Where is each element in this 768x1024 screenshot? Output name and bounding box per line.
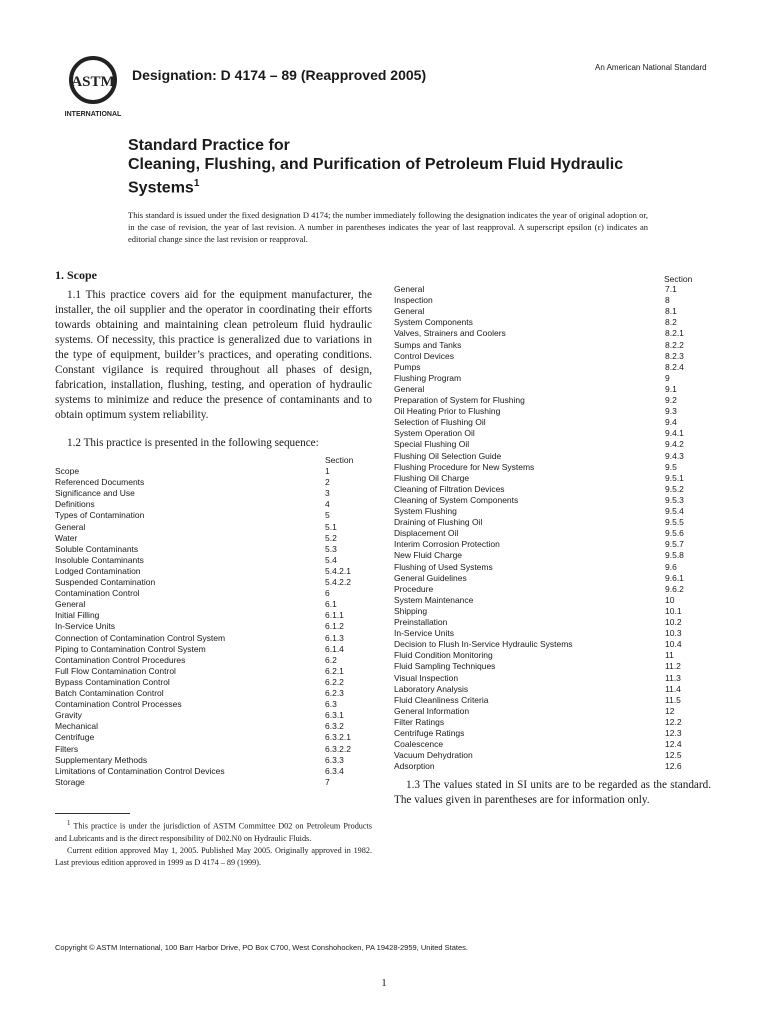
designation: Designation: D 4174 – 89 (Reapproved 2005) bbox=[132, 67, 427, 83]
paragraph-1-1: 1.1 This practice covers aid for the equipment manufacturer, the installer, the oil supplier and the operator in coordinating their efforts towards obtaining and maintaining clean petroleum fluid hydraulic systems. Of necessity, this practice is generalized due to variations in the type of equipment, builder’s practices, and operating conditions. Constant vigilance is required throughout all phases of design, fabrication, installation, flushing, testing, and operation of hydraulic systems to minimize and reduce the presence of contaminants and to obtain optimum system reliability. bbox=[55, 289, 372, 421]
toc-entry-label: Flushing Oil Charge bbox=[394, 472, 470, 483]
toc-entry-label: Valves, Strainers and Coolers bbox=[394, 328, 506, 339]
toc-row bbox=[55, 732, 375, 743]
toc-entry-label: Oil Heating Prior to Flushing bbox=[394, 406, 501, 417]
toc-entry-section: 9.4.3 bbox=[665, 450, 684, 461]
toc-entry-section: 9 bbox=[665, 372, 670, 383]
american-national-standard: An American National Standard bbox=[595, 63, 707, 72]
toc-entry-label: Connection of Contamination Control System bbox=[55, 632, 226, 643]
toc-entry-label: New Fluid Charge bbox=[394, 550, 463, 561]
toc-row bbox=[394, 428, 714, 439]
toc-entry-section: 5.3 bbox=[325, 543, 337, 554]
toc-row bbox=[394, 728, 714, 739]
toc-row bbox=[394, 573, 714, 584]
toc-entry-section: 6.1.3 bbox=[325, 632, 344, 643]
footnote-rule bbox=[55, 813, 130, 814]
toc-row bbox=[394, 695, 714, 706]
toc-entry-section: 6.2.1 bbox=[325, 665, 344, 676]
toc-row bbox=[55, 677, 375, 688]
toc-entry-section: 11.4 bbox=[665, 683, 681, 694]
toc-entry-label: Inspection bbox=[394, 295, 433, 306]
toc-entry-label: Storage bbox=[55, 776, 85, 787]
toc-entry-section: 12 bbox=[665, 705, 675, 716]
toc-entry-section: 9.4.2 bbox=[665, 439, 684, 450]
paragraph-1-2: 1.2 This practice is presented in the following sequence: bbox=[67, 437, 319, 449]
toc-entry-label: Interim Corrosion Protection bbox=[394, 539, 500, 550]
footnote-edition: Current edition approved May 1, 2005. Published May 2005. Originally approved in 1982. Last previous edition approved in 1999 as D 4174 – 89 (1999). bbox=[55, 845, 372, 867]
toc-row bbox=[55, 533, 375, 544]
toc-section-header: Section bbox=[664, 274, 693, 284]
scope-heading: 1. Scope bbox=[55, 268, 97, 282]
toc-entry-section: 9.6 bbox=[665, 561, 677, 572]
toc-row bbox=[55, 522, 375, 533]
toc-entry-label: Flushing of Used Systems bbox=[394, 561, 493, 572]
toc-row bbox=[394, 650, 714, 661]
toc-entry-section: 8 bbox=[665, 295, 670, 306]
toc-row bbox=[394, 406, 714, 417]
toc-entry-label: Pumps bbox=[394, 361, 421, 372]
toc-entry-label: Soluble Contaminants bbox=[55, 543, 139, 554]
toc-entry-label: Water bbox=[55, 532, 78, 543]
toc-entry-section: 9.5.2 bbox=[665, 483, 684, 494]
toc-entry-label: Preparation of System for Flushing bbox=[394, 395, 525, 405]
toc-entry-section: 12.3 bbox=[665, 728, 682, 738]
toc-entry-label: Selection of Flushing Oil bbox=[394, 417, 486, 428]
toc-entry-label: Coalescence bbox=[394, 739, 444, 750]
footnote-marker: 1 bbox=[67, 820, 71, 827]
logo-subtext: INTERNATIONAL bbox=[64, 111, 122, 118]
toc-row bbox=[55, 510, 375, 521]
toc-entry-section: 9.5.4 bbox=[665, 506, 684, 516]
toc-entry-section: 6.3.1 bbox=[325, 710, 344, 721]
toc-entry-section: 8.2.4 bbox=[665, 361, 684, 372]
title-pre: Standard Practice for bbox=[128, 137, 290, 154]
toc-entry-section: 9.1 bbox=[665, 383, 677, 394]
toc-entry-section: 5 bbox=[325, 510, 330, 521]
toc-entry-section: 10.4 bbox=[665, 639, 682, 650]
toc-entry-label: Contamination Control bbox=[55, 588, 140, 599]
toc-entry-section: 8.1 bbox=[665, 306, 677, 317]
toc-entry-section: 10.2 bbox=[665, 617, 682, 627]
toc-entry-label: Control Devices bbox=[394, 350, 454, 361]
astm-logo bbox=[62, 54, 124, 120]
toc-row bbox=[394, 606, 714, 617]
toc-row bbox=[55, 644, 375, 655]
toc-entry-section: 5.4 bbox=[325, 554, 337, 565]
toc-row bbox=[394, 661, 714, 672]
toc-row bbox=[55, 588, 375, 599]
toc-entry-section: 7 bbox=[325, 776, 330, 787]
toc-entry-label: In-Service Units bbox=[394, 628, 454, 639]
toc-row bbox=[55, 633, 375, 644]
toc-entry-label: System Operation Oil bbox=[394, 428, 475, 439]
toc-entry-section: 12.5 bbox=[665, 750, 682, 761]
toc-entry-label: General bbox=[55, 599, 86, 610]
toc-entry-section: 8.2 bbox=[665, 317, 677, 328]
toc-row bbox=[55, 777, 375, 788]
toc-entry-section: 6.1 bbox=[325, 599, 337, 610]
toc-entry-section: 5.4.2.2 bbox=[325, 577, 351, 587]
toc-entry-section: 9.5.5 bbox=[665, 517, 684, 528]
toc-entry-section: 9.5.6 bbox=[665, 528, 684, 539]
toc-row bbox=[394, 495, 714, 506]
toc-entry-section: 2 bbox=[325, 477, 330, 488]
toc-entry-section: 6 bbox=[325, 588, 330, 599]
toc-entry-label: General bbox=[394, 383, 425, 394]
toc-row bbox=[55, 744, 375, 755]
toc-entry-section: 10.3 bbox=[665, 628, 682, 639]
toc-row bbox=[394, 739, 714, 750]
toc-entry-section: 11.3 bbox=[665, 672, 681, 683]
toc-entry-section: 6.2.3 bbox=[325, 688, 344, 698]
toc-row bbox=[55, 577, 375, 588]
paragraph-1-3: 1.3 The values stated in SI units are to be regarded as the standard. The values given in parentheses are for information only. bbox=[394, 779, 711, 806]
toc-entry-label: Flushing Program bbox=[394, 372, 462, 383]
toc-row bbox=[55, 488, 375, 499]
toc-entry-label: Bypass Contamination Control bbox=[55, 676, 170, 687]
toc-entry-label: System Maintenance bbox=[394, 594, 474, 605]
toc-entry-section: 12.4 bbox=[665, 739, 682, 750]
toc-row bbox=[394, 417, 714, 428]
toc-entry-label: Initial Filling bbox=[55, 610, 100, 621]
toc-entry-section: 4 bbox=[325, 499, 330, 510]
toc-entry-label: Limitations of Contamination Control Devices bbox=[55, 765, 225, 776]
toc-entry-label: Batch Contamination Control bbox=[55, 688, 164, 698]
toc-entry-label: General bbox=[55, 521, 86, 532]
toc-row bbox=[394, 517, 714, 528]
toc-entry-section: 9.4.1 bbox=[665, 428, 684, 439]
toc-row bbox=[394, 306, 714, 317]
toc-entry-section: 11 bbox=[665, 650, 674, 661]
title-main bbox=[128, 155, 688, 197]
toc-row bbox=[394, 717, 714, 728]
toc-row bbox=[55, 477, 375, 488]
toc-entry-section: 9.3 bbox=[665, 406, 677, 417]
toc-entry-label: Fluid Cleanliness Criteria bbox=[394, 694, 489, 705]
toc-entry-label: Suspended Contamination bbox=[55, 577, 156, 587]
toc-entry-label: Mechanical bbox=[55, 721, 98, 732]
toc-entry-section: 9.5 bbox=[665, 461, 677, 472]
toc-entry-section: 11.2 bbox=[665, 661, 681, 672]
toc-entry-label: Contamination Control Procedures bbox=[55, 654, 186, 665]
toc-entry-section: 5.2 bbox=[325, 532, 337, 543]
toc-entry-label: General bbox=[394, 306, 425, 317]
toc-row bbox=[55, 499, 375, 510]
toc-entry-label: Centrifuge bbox=[55, 732, 95, 743]
toc-entry-label: System Flushing bbox=[394, 506, 457, 516]
toc-entry-label: Adsorption bbox=[394, 761, 435, 772]
toc-entry-section: 9.5.3 bbox=[665, 494, 684, 505]
toc-entry-section: 6.1.4 bbox=[325, 643, 344, 654]
toc-entry-label: Referenced Documents bbox=[55, 477, 145, 488]
title-footnote-ref: 1 bbox=[193, 178, 200, 189]
toc-row bbox=[55, 621, 375, 632]
toc-row bbox=[394, 550, 714, 561]
toc-entry-section: 10.1 bbox=[665, 605, 682, 616]
toc-entry-label: Special Flushing Oil bbox=[394, 439, 470, 450]
toc-row bbox=[394, 562, 714, 573]
toc-entry-section: 9.5.8 bbox=[665, 550, 684, 561]
toc-entry-label: Supplementary Methods bbox=[55, 754, 148, 765]
page-number: 1 bbox=[381, 977, 387, 989]
toc-entry-section: 9.6.2 bbox=[665, 583, 684, 594]
toc-row bbox=[55, 599, 375, 610]
toc-row bbox=[55, 755, 375, 766]
toc-row bbox=[394, 506, 714, 517]
toc-row bbox=[394, 384, 714, 395]
toc-entry-section: 9.6.1 bbox=[665, 572, 684, 583]
toc-row bbox=[55, 466, 375, 477]
toc-row bbox=[55, 710, 375, 721]
toc-entry-section: 5.1 bbox=[325, 521, 337, 532]
toc-entry-label: Filters bbox=[55, 743, 79, 754]
toc-entry-label: Lodged Contamination bbox=[55, 565, 141, 576]
toc-entry-section: 8.2.1 bbox=[665, 328, 684, 339]
toc-entry-label: Draining of Flushing Oil bbox=[394, 517, 483, 528]
toc-entry-label: Centrifuge Ratings bbox=[394, 728, 465, 738]
toc-entry-section: 6.3 bbox=[325, 699, 337, 710]
toc-entry-label: General bbox=[394, 284, 425, 294]
toc-row bbox=[55, 555, 375, 566]
toc-entry-label: Preinstallation bbox=[394, 617, 448, 627]
toc-entry-section: 6.3.2 bbox=[325, 721, 344, 732]
toc-entry-section: 6.2 bbox=[325, 654, 337, 665]
toc-entry-label: Cleaning of Filtration Devices bbox=[394, 483, 505, 494]
footnote bbox=[55, 818, 372, 869]
toc-row bbox=[394, 628, 714, 639]
toc-entry-label: Insoluble Contaminants bbox=[55, 554, 144, 565]
toc-row bbox=[394, 362, 714, 373]
toc-entry-section: 10 bbox=[665, 594, 675, 605]
toc-row bbox=[394, 473, 714, 484]
toc-row bbox=[394, 351, 714, 362]
toc-row bbox=[394, 539, 714, 550]
toc-entry-label: Laboratory Analysis bbox=[394, 683, 469, 694]
toc-entry-section: 8.2.2 bbox=[665, 339, 684, 350]
toc-entry-label: Procedure bbox=[394, 583, 434, 594]
toc-row bbox=[394, 528, 714, 539]
toc-entry-label: Visual Inspection bbox=[394, 672, 459, 683]
toc-entry-section: 12.6 bbox=[665, 761, 682, 772]
toc-entry-label: System Components bbox=[394, 317, 473, 328]
footnote-text: This practice is under the jurisdiction of ASTM Committee D02 on Petroleum Products and Lubricants and is the direct responsibility of D02.N0 on Hydraulic Fluids. bbox=[55, 821, 372, 843]
toc-entry-label: Cleaning of System Components bbox=[394, 494, 519, 505]
toc-row bbox=[55, 666, 375, 677]
toc-entry-label: Fluid Condition Monitoring bbox=[394, 650, 493, 661]
toc-row bbox=[394, 617, 714, 628]
toc-row bbox=[55, 655, 375, 666]
toc-entry-label: Fluid Sampling Techniques bbox=[394, 661, 496, 672]
toc-row bbox=[55, 610, 375, 621]
toc-entry-label: Displacement Oil bbox=[394, 528, 459, 539]
toc-entry-section: 9.5.7 bbox=[665, 539, 684, 550]
toc-entry-section: 12.2 bbox=[665, 716, 682, 727]
toc-entry-section: 5.4.2.1 bbox=[325, 565, 351, 576]
issuance-notice: This standard is issued under the fixed designation D 4174; the number immediately following the designation indicates the year of original adoption or, in the case of revision, the year of last revision. A number in parentheses indicates the year of last reapproval. A superscript epsilon (ε) indicates an editorial change since the last revision or reapproval. bbox=[128, 210, 648, 244]
toc-section-header: Section bbox=[325, 455, 354, 465]
toc-entry-section: 6.1.2 bbox=[325, 621, 344, 632]
toc-entry-label: Vacuum Dehydration bbox=[394, 750, 473, 761]
title-text: Cleaning, Flushing, and Purification of Petroleum Fluid Hydraulic Systems bbox=[128, 156, 624, 197]
toc-row bbox=[55, 699, 375, 710]
toc-row bbox=[394, 639, 714, 650]
toc-entry-section: 1 bbox=[325, 466, 330, 476]
toc-entry-section: 8.2.3 bbox=[665, 350, 684, 361]
toc-entry-label: Contamination Control Processes bbox=[55, 699, 182, 710]
toc-row bbox=[394, 295, 714, 306]
toc-row bbox=[394, 439, 714, 450]
logo-text: ASTM bbox=[71, 74, 115, 90]
toc-row bbox=[394, 462, 714, 473]
toc-row bbox=[55, 688, 375, 699]
toc-entry-label: Significance and Use bbox=[55, 488, 135, 499]
toc-entry-section: 6.3.2.2 bbox=[325, 743, 351, 754]
toc-row bbox=[394, 395, 714, 406]
toc-entry-label: Full Flow Contamination Control bbox=[55, 665, 176, 676]
toc-entry-section: 9.2 bbox=[665, 395, 677, 405]
toc-entry-section: 6.2.2 bbox=[325, 676, 344, 687]
toc-row bbox=[394, 451, 714, 462]
toc-row bbox=[394, 584, 714, 595]
toc-row bbox=[394, 484, 714, 495]
toc-entry-section: 3 bbox=[325, 488, 330, 499]
toc-entry-section: 7.1 bbox=[665, 284, 677, 294]
title-block bbox=[128, 136, 688, 197]
toc-entry-label: In-Service Units bbox=[55, 621, 115, 632]
toc-row bbox=[394, 761, 714, 772]
toc-entry-label: Shipping bbox=[394, 605, 428, 616]
toc-entry-label: Flushing Procedure for New Systems bbox=[394, 461, 535, 472]
toc-entry-label: Decision to Flush In-Service Hydraulic Systems bbox=[394, 639, 573, 650]
toc-entry-label: Scope bbox=[55, 466, 80, 476]
toc-row bbox=[394, 595, 714, 606]
toc-row bbox=[55, 766, 375, 777]
toc-row bbox=[394, 328, 714, 339]
toc-row bbox=[394, 706, 714, 717]
toc-entry-label: Flushing Oil Selection Guide bbox=[394, 450, 502, 461]
toc-entry-section: 6.1.1 bbox=[325, 610, 344, 621]
toc-row bbox=[394, 340, 714, 351]
copyright: Copyright © ASTM International, 100 Barr Harbor Drive, PO Box C700, West Conshohocken, PA 19428-2959, United States. bbox=[55, 943, 468, 952]
toc-entry-section: 6.3.2.1 bbox=[325, 732, 351, 743]
toc-row bbox=[394, 373, 714, 384]
toc-row bbox=[394, 673, 714, 684]
toc-row bbox=[394, 317, 714, 328]
toc-entry-section: 11.5 bbox=[665, 694, 681, 705]
toc-entry-label: Types of Contamination bbox=[55, 510, 145, 521]
toc-entry-label: General Guidelines bbox=[394, 572, 467, 583]
toc-row bbox=[394, 284, 714, 295]
toc-entry-label: Filter Ratings bbox=[394, 716, 445, 727]
toc-row bbox=[394, 750, 714, 761]
toc-entry-label: General Information bbox=[394, 705, 470, 716]
toc-row bbox=[55, 721, 375, 732]
toc-entry-label: Gravity bbox=[55, 710, 82, 721]
toc-entry-label: Definitions bbox=[55, 499, 95, 510]
toc-entry-section: 6.3.4 bbox=[325, 765, 344, 776]
toc-entry-label: Piping to Contamination Control System bbox=[55, 643, 206, 654]
toc-row bbox=[55, 566, 375, 577]
toc-entry-section: 9.5.1 bbox=[665, 472, 684, 483]
toc-row bbox=[394, 684, 714, 695]
toc-entry-section: 6.3.3 bbox=[325, 754, 344, 765]
toc-entry-section: 9.4 bbox=[665, 417, 677, 428]
toc-row bbox=[55, 544, 375, 555]
toc-entry-label: Sumps and Tanks bbox=[394, 339, 462, 350]
